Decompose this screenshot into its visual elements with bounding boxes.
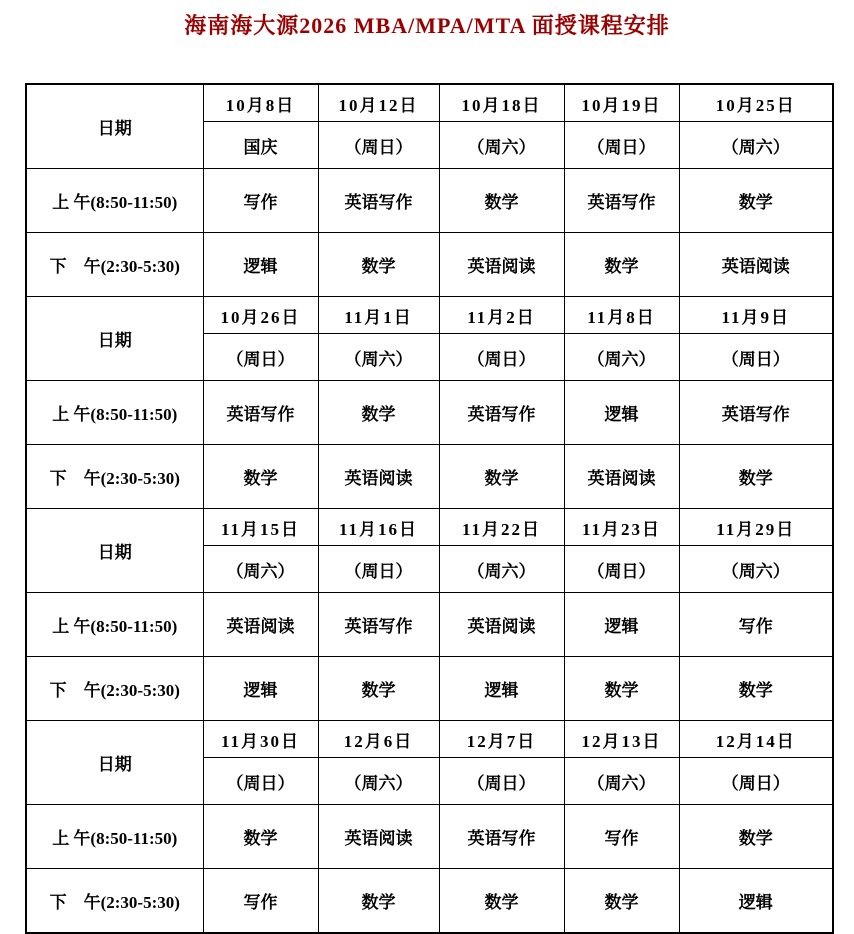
course-cell: 英语写作 [679, 381, 833, 445]
course-cell: 英语阅读 [679, 233, 833, 297]
date-cell: 10月26日 [203, 297, 318, 334]
date-row-label: 日期 [26, 721, 203, 805]
date-cell: 11月9日 [679, 297, 833, 334]
morning-row-label: 上 午(8:50-11:50) [26, 381, 203, 445]
weekday-cell: （周日） [679, 758, 833, 805]
weekday-cell: （周日） [564, 122, 679, 169]
date-cell: 11月16日 [318, 509, 439, 546]
weekday-cell: 国庆 [203, 122, 318, 169]
course-cell: 数学 [679, 805, 833, 869]
course-cell: 英语阅读 [203, 593, 318, 657]
course-cell: 数学 [439, 169, 564, 233]
afternoon-row-label: 下 午(2:30-5:30) [26, 445, 203, 509]
course-cell: 逻辑 [679, 869, 833, 934]
date-cell: 11月8日 [564, 297, 679, 334]
course-cell: 数学 [564, 657, 679, 721]
morning-row-label: 上 午(8:50-11:50) [26, 805, 203, 869]
course-cell: 数学 [564, 869, 679, 934]
course-cell: 数学 [203, 445, 318, 509]
course-cell: 英语阅读 [439, 233, 564, 297]
table-row [26, 84, 833, 122]
table-row [26, 805, 833, 869]
date-cell: 10月8日 [203, 84, 318, 122]
date-cell: 11月15日 [203, 509, 318, 546]
course-cell: 数学 [679, 169, 833, 233]
course-cell: 逻辑 [203, 657, 318, 721]
table-row [26, 657, 833, 721]
course-cell: 数学 [318, 657, 439, 721]
date-cell: 11月29日 [679, 509, 833, 546]
course-cell: 数学 [318, 869, 439, 934]
weekday-cell: （周六） [439, 546, 564, 593]
weekday-cell: （周日） [439, 758, 564, 805]
date-cell: 10月19日 [564, 84, 679, 122]
weekday-cell: （周日） [203, 334, 318, 381]
course-cell: 英语阅读 [564, 445, 679, 509]
weekday-cell: （周日） [318, 122, 439, 169]
date-cell: 12月14日 [679, 721, 833, 758]
date-cell: 12月13日 [564, 721, 679, 758]
afternoon-row-label: 下 午(2:30-5:30) [26, 233, 203, 297]
course-cell: 数学 [318, 233, 439, 297]
course-cell: 写作 [203, 169, 318, 233]
weekday-cell: （周日） [439, 334, 564, 381]
table-row [26, 509, 833, 546]
date-cell: 10月18日 [439, 84, 564, 122]
course-cell: 英语写作 [439, 381, 564, 445]
course-cell: 英语写作 [203, 381, 318, 445]
course-cell: 写作 [564, 805, 679, 869]
morning-row-label: 上 午(8:50-11:50) [26, 593, 203, 657]
course-cell: 英语写作 [439, 805, 564, 869]
date-cell: 11月22日 [439, 509, 564, 546]
course-cell: 逻辑 [439, 657, 564, 721]
weekday-cell: （周六） [318, 334, 439, 381]
weekday-cell: （周日） [318, 546, 439, 593]
morning-row-label: 上 午(8:50-11:50) [26, 169, 203, 233]
course-cell: 写作 [203, 869, 318, 934]
table-row [26, 445, 833, 509]
table-row [26, 721, 833, 758]
date-cell: 11月23日 [564, 509, 679, 546]
course-cell: 数学 [439, 445, 564, 509]
date-cell: 11月2日 [439, 297, 564, 334]
course-cell: 数学 [564, 233, 679, 297]
course-cell: 写作 [679, 593, 833, 657]
course-cell: 英语阅读 [318, 445, 439, 509]
date-cell: 10月25日 [679, 84, 833, 122]
weekday-cell: （周六） [564, 758, 679, 805]
course-cell: 数学 [679, 445, 833, 509]
table-row [26, 869, 833, 934]
date-cell: 11月1日 [318, 297, 439, 334]
weekday-cell: （周六） [564, 334, 679, 381]
course-cell: 数学 [203, 805, 318, 869]
course-cell: 英语写作 [318, 593, 439, 657]
weekday-cell: （周六） [318, 758, 439, 805]
course-cell: 逻辑 [203, 233, 318, 297]
course-cell: 逻辑 [564, 381, 679, 445]
date-cell: 10月12日 [318, 84, 439, 122]
course-cell: 英语阅读 [318, 805, 439, 869]
table-row [26, 169, 833, 233]
course-cell: 英语阅读 [439, 593, 564, 657]
date-row-label: 日期 [26, 297, 203, 381]
weekday-cell: （周日） [203, 758, 318, 805]
table-row [26, 381, 833, 445]
course-cell: 英语写作 [564, 169, 679, 233]
date-row-label: 日期 [26, 84, 203, 169]
course-cell: 数学 [318, 381, 439, 445]
weekday-cell: （周日） [564, 546, 679, 593]
table-row [26, 297, 833, 334]
course-schedule-table [25, 83, 834, 934]
date-cell: 11月30日 [203, 721, 318, 758]
weekday-cell: （周六） [679, 546, 833, 593]
course-cell: 数学 [679, 657, 833, 721]
table-row [26, 593, 833, 657]
weekday-cell: （周六） [679, 122, 833, 169]
course-cell: 数学 [439, 869, 564, 934]
date-cell: 12月6日 [318, 721, 439, 758]
afternoon-row-label: 下 午(2:30-5:30) [26, 869, 203, 934]
course-cell: 英语写作 [318, 169, 439, 233]
course-cell: 逻辑 [564, 593, 679, 657]
table-row [26, 233, 833, 297]
page-title: 海南海大源2026 MBA/MPA/MTA 面授课程安排 [184, 13, 670, 38]
weekday-cell: （周六） [439, 122, 564, 169]
weekday-cell: （周日） [679, 334, 833, 381]
weekday-cell: （周六） [203, 546, 318, 593]
date-row-label: 日期 [26, 509, 203, 593]
afternoon-row-label: 下 午(2:30-5:30) [26, 657, 203, 721]
date-cell: 12月7日 [439, 721, 564, 758]
